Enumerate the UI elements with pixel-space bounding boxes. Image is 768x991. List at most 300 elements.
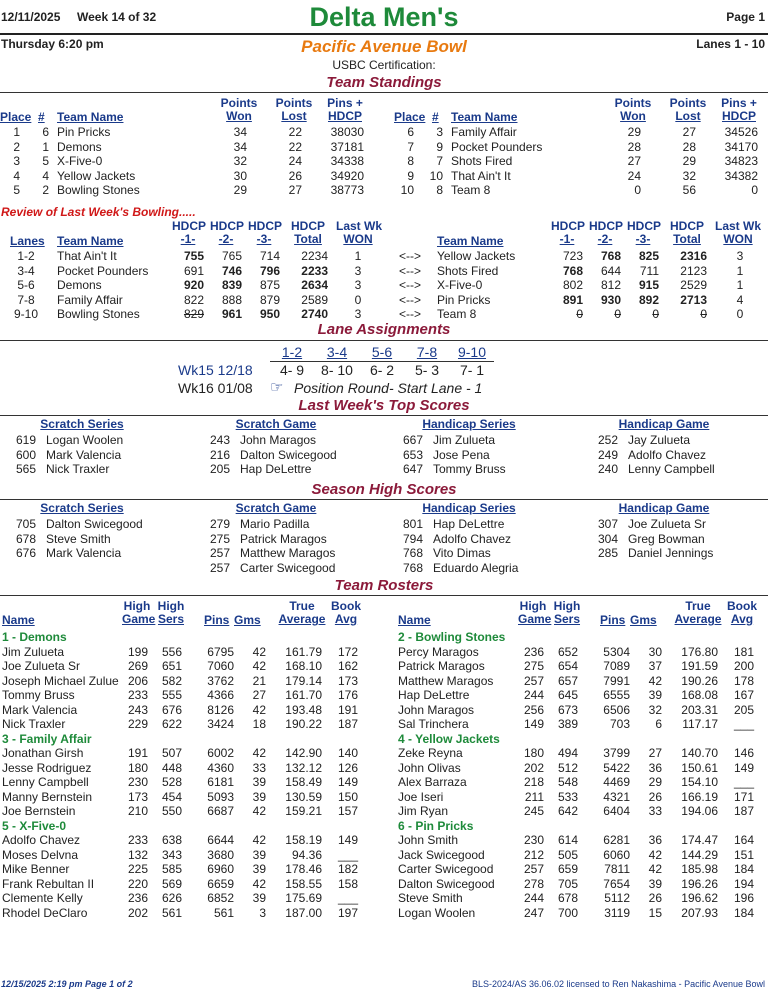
week15-lane-pair: 8- 10 <box>321 362 353 378</box>
player-high-series: 705 <box>557 876 578 891</box>
player-games: 15 <box>648 905 662 920</box>
score-value: 243 <box>209 433 230 447</box>
roster-header-game <box>122 599 156 626</box>
bowler-name: Carter Swicegood <box>240 560 336 575</box>
player-pins: 3424 <box>207 717 234 731</box>
score-row <box>6 433 186 447</box>
player-book-avg: 126 <box>337 760 358 775</box>
roster-row <box>0 833 370 847</box>
bowler-name: Mark Valencia <box>46 447 122 462</box>
standings-header-won <box>217 97 261 123</box>
player-high-game: 233 <box>127 833 148 847</box>
roster-row <box>0 862 370 876</box>
player-pins: 7089 <box>603 659 630 673</box>
player-average: 161.79 <box>285 644 322 659</box>
player-games: 42 <box>252 833 266 847</box>
player-average: 190.26 <box>681 673 718 688</box>
standings-lost: 27 <box>682 125 696 139</box>
standings-pins: 34920 <box>330 168 364 183</box>
roster-row <box>396 906 766 920</box>
player-average: 196.62 <box>681 891 718 905</box>
review-score-right: 930 <box>600 292 621 307</box>
player-pins: 6002 <box>207 746 234 760</box>
score-value: 794 <box>402 531 423 546</box>
league-title: Delta Men's <box>309 2 459 32</box>
roster-header-avg <box>278 600 326 626</box>
review-header-g3-line1: HDCP <box>248 219 283 233</box>
player-book-avg: 182 <box>337 862 358 876</box>
versus-arrow: <--> <box>398 307 421 321</box>
standings-header-lost-line2: Lost <box>281 109 307 123</box>
bowler-name: Joe Zulueta Sr <box>628 517 707 531</box>
player-pins: 703 <box>609 717 630 731</box>
player-book-avg: 171 <box>733 789 754 804</box>
player-games: 6 <box>655 717 662 731</box>
score-column-title: Handicap Series <box>422 501 516 515</box>
standings-team-name: Yellow Jackets <box>57 168 136 183</box>
player-high-series: 651 <box>161 659 182 673</box>
roster-row <box>0 761 370 775</box>
review-header-lanes: Lanes <box>10 234 45 248</box>
score-value: 275 <box>209 531 230 546</box>
player-book-avg: 162 <box>337 659 358 673</box>
roster-row <box>396 848 766 862</box>
bowler-name: Matthew Maragos <box>240 546 336 560</box>
player-high-game: 244 <box>523 891 544 905</box>
review-header-team-right: Team Name <box>437 234 504 248</box>
score-row <box>588 448 768 462</box>
player-games: 3 <box>259 905 266 920</box>
player-name: Jonathan Girsh <box>2 746 84 760</box>
standings-header-won-line1: Points <box>220 96 258 110</box>
score-row <box>200 561 380 575</box>
review-header-g1-right-line2: -1- <box>559 232 575 246</box>
review-header-won-right-line2: WON <box>723 232 753 246</box>
standings-pins: 0 <box>751 183 758 197</box>
standings-title: Team Standings <box>326 74 442 91</box>
standings-header-lost <box>272 97 316 123</box>
player-name: John Smith <box>398 833 459 847</box>
standings-won: 24 <box>627 168 641 183</box>
review-team-right: X-Five-0 <box>437 278 483 292</box>
week16-label: Wk16 01/08 <box>178 380 253 396</box>
roster-header-game-line1: High <box>123 599 151 613</box>
standings-team-num: 8 <box>436 183 443 197</box>
review-score-right: 768 <box>562 263 583 278</box>
score-row <box>200 433 380 447</box>
player-games: 39 <box>252 891 266 905</box>
review-score-right: 0 <box>652 307 659 321</box>
review-score-left: 839 <box>221 278 242 292</box>
player-games: 39 <box>252 862 266 876</box>
player-games: 33 <box>252 760 266 775</box>
player-games: 39 <box>648 876 662 891</box>
score-value: 279 <box>209 517 230 531</box>
player-book-avg: 191 <box>337 702 358 717</box>
rosters-title: Team Rosters <box>334 577 434 594</box>
player-name: Adolfo Chavez <box>2 833 81 847</box>
player-pins: 5112 <box>604 891 630 905</box>
score-column-title: Handicap Game <box>618 501 710 515</box>
review-header-g3-right-line2: -3- <box>635 232 651 246</box>
player-high-game: 236 <box>127 891 148 905</box>
player-book-avg: 176 <box>337 688 358 702</box>
player-high-series: 454 <box>161 789 182 804</box>
standings-header-team: Team Name <box>57 110 124 124</box>
score-value: 304 <box>597 531 618 546</box>
lane-pair-header: 1-2 <box>281 344 303 360</box>
standings-header-pins-line1: Pins + <box>327 96 363 110</box>
lanes-label: Lanes 1 - 10 <box>696 37 765 51</box>
player-games: 42 <box>252 746 266 760</box>
score-value: 678 <box>15 531 36 546</box>
standings-team-num: 6 <box>42 125 49 139</box>
standings-lost: 56 <box>682 183 696 197</box>
center-name: Pacific Avenue Bowl <box>301 37 467 56</box>
player-average: 185.98 <box>681 862 718 876</box>
player-average: 158.19 <box>285 833 322 847</box>
player-high-series: 555 <box>161 688 182 702</box>
player-games: 33 <box>648 804 662 818</box>
roster-row <box>0 746 370 760</box>
player-name: Joseph Michael Zulue <box>2 673 119 688</box>
standings-pins: 38030 <box>330 125 364 139</box>
standings-pins: 37181 <box>330 139 364 154</box>
roster-header-pins: Pins <box>600 613 626 627</box>
roster-header-gms: Gms <box>630 613 657 627</box>
versus-arrow: <--> <box>398 278 421 292</box>
player-average: 158.55 <box>285 876 322 891</box>
player-high-game: 180 <box>523 746 544 760</box>
player-pins: 4366 <box>207 688 234 702</box>
player-games: 32 <box>648 702 662 717</box>
player-high-series: 512 <box>557 760 578 775</box>
player-average: 159.21 <box>285 804 322 818</box>
player-name: Lenny Campbell <box>2 775 89 789</box>
player-average: 161.70 <box>285 688 322 702</box>
player-high-game: 225 <box>127 862 148 876</box>
roster-header-avg-line1: True <box>289 599 315 613</box>
player-pins: 561 <box>213 905 234 920</box>
player-high-game: 275 <box>523 659 544 673</box>
standings-team-num: 3 <box>436 125 443 139</box>
roster-header-avg <box>674 600 722 626</box>
roster-header-book-line1: Book <box>331 599 361 613</box>
player-name: Manny Bernstein <box>2 789 93 804</box>
player-games: 42 <box>648 673 662 688</box>
score-row <box>588 433 768 447</box>
standings-place: 3 <box>13 154 20 168</box>
standings-team-num: 2 <box>42 183 49 197</box>
player-high-series: 556 <box>161 644 182 659</box>
review-team-right: Pin Pricks <box>437 292 491 307</box>
roster-row <box>396 688 766 702</box>
player-high-series: 642 <box>557 804 578 818</box>
player-name: Jim Zulueta <box>2 644 65 659</box>
roster-header-avg-line1: True <box>685 599 711 613</box>
player-high-game: 206 <box>127 673 148 688</box>
player-high-series: 645 <box>557 688 578 702</box>
score-row <box>200 448 380 462</box>
roster-team-header: 2 - Bowling Stones <box>398 630 506 644</box>
score-row <box>200 517 380 531</box>
review-header-total-right-line1: HDCP <box>669 219 704 233</box>
player-book-avg: 149 <box>337 775 358 789</box>
player-games: 18 <box>252 717 266 731</box>
player-high-game: 191 <box>127 746 148 760</box>
player-high-series: 550 <box>161 804 182 818</box>
player-book-avg: 184 <box>733 905 754 920</box>
player-pins: 5422 <box>603 760 630 775</box>
week15-lane-pair: 6- 2 <box>369 362 395 378</box>
player-high-game: 202 <box>127 905 148 920</box>
player-high-series: 533 <box>557 789 578 804</box>
review-header-g2-right-line2: -2- <box>597 232 613 246</box>
standings-header-won <box>611 97 655 123</box>
bowler-name: Steve Smith <box>46 531 111 546</box>
player-name: Mark Valencia <box>2 702 78 717</box>
player-high-series: 505 <box>557 847 578 862</box>
standings-place: 8 <box>407 154 414 168</box>
player-high-game: 236 <box>523 644 544 659</box>
score-value: 667 <box>402 433 423 447</box>
player-pins: 6281 <box>603 833 630 847</box>
standings-lost: 22 <box>288 139 302 154</box>
review-score-right: 768 <box>600 249 621 263</box>
roster-header-avg-line2: Average <box>278 612 326 626</box>
bowler-name: Hap DeLettre <box>433 517 505 531</box>
player-book-avg: ___ <box>733 717 754 731</box>
standings-won: 30 <box>233 168 247 183</box>
review-team-right: Yellow Jackets <box>437 249 516 263</box>
review-team-left: Demons <box>57 278 102 292</box>
standings-header-lost-line1: Points <box>669 96 707 110</box>
standings-row <box>0 125 380 139</box>
player-pins: 6555 <box>603 688 630 702</box>
review-score-right: 892 <box>638 292 659 307</box>
roster-row <box>396 891 766 905</box>
player-high-series: 585 <box>161 862 182 876</box>
roster-row <box>0 891 370 905</box>
score-column-title: Scratch Series <box>40 417 124 431</box>
player-name: Sal Trinchera <box>398 717 469 731</box>
roster-row <box>396 746 766 760</box>
player-high-series: 659 <box>557 862 578 876</box>
player-average: 150.61 <box>681 760 718 775</box>
player-pins: 6659 <box>207 876 234 891</box>
bowler-name: Adolfo Chavez <box>628 447 707 462</box>
review-team-left: Bowling Stones <box>57 307 140 321</box>
standings-pins: 34338 <box>330 154 364 168</box>
roster-row <box>0 688 370 702</box>
standings-place: 1 <box>13 125 20 139</box>
review-score-right: 825 <box>638 249 659 263</box>
standings-row <box>394 169 768 183</box>
player-average: 175.69 <box>285 891 322 905</box>
review-score-left: 765 <box>221 249 242 263</box>
roster-header-game-line2: Game <box>518 612 552 626</box>
player-average: 168.10 <box>285 659 322 673</box>
standings-won: 34 <box>233 139 247 154</box>
score-value: 307 <box>597 517 618 531</box>
standings-header-pins-line1: Pins + <box>721 96 757 110</box>
standings-header-won-line2: Won <box>620 109 646 123</box>
player-book-avg: 194 <box>733 876 754 891</box>
roster-header-name: Name <box>398 613 431 627</box>
review-score-right: 812 <box>600 278 621 292</box>
bowler-name: Adolfo Chavez <box>433 531 512 546</box>
versus-arrow: <--> <box>398 263 421 278</box>
roster-row <box>396 833 766 847</box>
player-pins: 6060 <box>603 847 630 862</box>
player-pins: 6852 <box>207 891 234 905</box>
player-name: Patrick Maragos <box>398 659 485 673</box>
player-name: Steve Smith <box>398 891 463 905</box>
score-value: 565 <box>15 462 36 476</box>
roster-row <box>0 906 370 920</box>
player-average: 194.06 <box>681 804 718 818</box>
roster-header-sers-line1: High <box>553 599 581 613</box>
review-score-right: 915 <box>638 278 659 292</box>
bowler-name: Dalton Swicegood <box>46 517 143 531</box>
player-games: 42 <box>252 644 266 659</box>
player-pins: 6795 <box>207 644 234 659</box>
player-high-game: 243 <box>127 702 148 717</box>
player-games: 36 <box>648 760 662 775</box>
bowler-name: Dalton Swicegood <box>240 447 337 462</box>
standings-won: 29 <box>233 183 247 197</box>
player-book-avg: 181 <box>733 644 754 659</box>
player-average: 176.80 <box>681 644 718 659</box>
roster-row <box>0 848 370 862</box>
standings-header-pins-line2: HDCP <box>327 109 362 123</box>
player-average: 190.22 <box>285 717 322 731</box>
review-team-right: Team 8 <box>437 307 477 321</box>
player-high-series: 652 <box>557 644 578 659</box>
review-header-g3-line2: -3- <box>256 232 272 246</box>
player-pins: 6687 <box>207 804 234 818</box>
standings-won: 34 <box>233 125 247 139</box>
player-high-game: 149 <box>523 717 544 731</box>
player-book-avg: 167 <box>733 688 754 702</box>
roster-team-header: 5 - X-Five-0 <box>2 818 67 833</box>
player-high-game: 257 <box>523 673 544 688</box>
standings-team-name: Pin Pricks <box>57 125 111 139</box>
standings-won: 29 <box>627 125 641 139</box>
score-row <box>200 546 380 560</box>
player-average: 193.48 <box>285 702 322 717</box>
player-average: 117.17 <box>682 717 718 731</box>
player-high-series: 638 <box>161 833 182 847</box>
player-name: Logan Woolen <box>398 905 476 920</box>
lane-pair-header: 5-6 <box>371 344 393 360</box>
review-score-left: 875 <box>259 278 280 292</box>
player-games: 42 <box>252 702 266 717</box>
review-score-left: 2589 <box>301 292 328 307</box>
player-high-series: 678 <box>557 891 578 905</box>
standings-lost: 29 <box>682 154 696 168</box>
roster-row <box>396 804 766 818</box>
review-score-left: 950 <box>259 307 280 321</box>
footer-license: BLS-2024/AS 36.06.02 licensed to Ren Nakashima - Pacific Avenue Bowl <box>471 979 765 989</box>
score-value: 252 <box>597 433 618 447</box>
standings-header-lost <box>666 97 710 123</box>
review-team-left: Pocket Pounders <box>57 263 149 278</box>
roster-row <box>0 645 370 659</box>
player-games: 36 <box>648 833 662 847</box>
roster-header-game-line1: High <box>519 599 547 613</box>
standings-header-place: Place <box>0 110 32 124</box>
player-average: 94.36 <box>291 847 322 862</box>
roster-row <box>396 862 766 876</box>
player-name: Tommy Bruss <box>2 688 75 702</box>
review-row <box>0 264 768 278</box>
player-name: John Maragos <box>398 702 475 717</box>
player-book-avg: 172 <box>337 644 358 659</box>
player-games: 39 <box>252 789 266 804</box>
roster-row <box>396 761 766 775</box>
review-score-left: 2234 <box>301 249 328 263</box>
review-header-g2-line1: HDCP <box>210 219 245 233</box>
player-pins: 3762 <box>207 673 234 688</box>
player-average: 178.46 <box>285 862 322 876</box>
score-value: 647 <box>402 462 423 476</box>
score-value: 653 <box>402 447 423 462</box>
player-high-series: 343 <box>161 847 182 862</box>
score-value: 249 <box>597 447 618 462</box>
player-name: Percy Maragos <box>398 644 479 659</box>
player-book-avg: 150 <box>337 789 358 804</box>
review-team-left: That Ain't It <box>57 249 117 263</box>
score-value: 801 <box>402 517 423 531</box>
roster-header-book <box>330 600 362 626</box>
score-row <box>588 517 768 531</box>
review-header-total-line2: Total <box>294 232 322 246</box>
review-score-left: 961 <box>221 307 242 321</box>
roster-header-sers <box>156 600 186 626</box>
review-score-right: 0 <box>700 307 707 321</box>
week-label: Week 14 of 32 <box>77 10 157 24</box>
review-header-g1-line1: HDCP <box>172 219 207 233</box>
standings-place: 6 <box>407 125 414 139</box>
score-row <box>393 433 573 447</box>
player-pins: 7811 <box>604 862 630 876</box>
score-row <box>200 462 380 476</box>
player-high-game: 233 <box>127 688 148 702</box>
standings-header-team: Team Name <box>451 110 518 124</box>
standings-header-pins <box>322 97 368 123</box>
week15-lane-pair: 5- 3 <box>414 362 440 378</box>
player-name: Clemente Kelly <box>2 891 83 905</box>
bowler-name: Patrick Maragos <box>240 531 327 546</box>
player-games: 39 <box>648 688 662 702</box>
bowler-name: Greg Bowman <box>628 531 705 546</box>
standings-header-num: # <box>432 110 439 124</box>
player-high-game: 257 <box>523 862 544 876</box>
review-score-right: 711 <box>639 263 659 278</box>
review-won-left: 1 <box>354 249 362 263</box>
score-column-title: Scratch Game <box>235 417 317 431</box>
review-score-right: 2123 <box>680 263 707 278</box>
standings-header-won-line2: Won <box>226 109 252 123</box>
lane-pair-header: 7-8 <box>416 344 438 360</box>
standings-place: 4 <box>13 168 20 183</box>
score-value: 676 <box>15 546 36 560</box>
bowler-name: Jay Zulueta <box>628 433 691 447</box>
player-pins: 6960 <box>207 862 234 876</box>
score-row <box>588 546 768 560</box>
player-name: Hap DeLettre <box>398 688 470 702</box>
